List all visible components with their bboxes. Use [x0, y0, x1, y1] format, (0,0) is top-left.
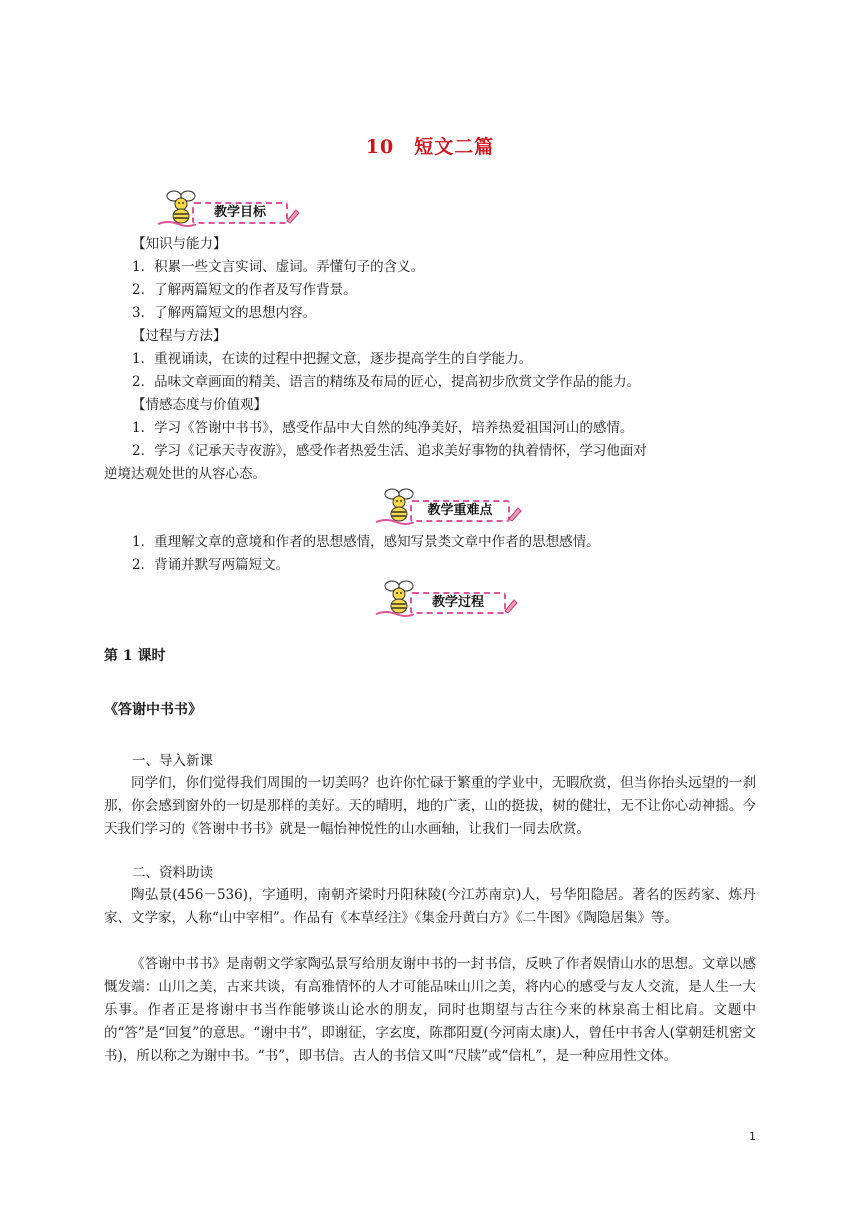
banner-plate — [192, 202, 288, 224]
banner-teaching-process — [374, 578, 524, 618]
section-1-paragraph: 同学们，你们觉得我们周围的一切美吗？也许你忙碌于繁重的学业中，无暇欣赏，但当你抬头远望的一刹那，你会感到窗外的一切是那样的美好。天的晴明，地的广袤，山的挺拔，树的健壮，无不让你心动神摇。今天我们学习的《答谢中书书》就是一幅怡神悦性的山水画轴，让我们一同去欣赏。 — [104, 775, 756, 837]
article-heading: 《答谢中书书》 — [104, 702, 202, 718]
banner-teaching-goals — [156, 188, 306, 228]
keypoint-item-2: 2．背诵并默写两篇短文。 — [132, 557, 290, 573]
banner-ribbon-icon — [374, 610, 414, 618]
document-title: 10 短文二篇 — [365, 136, 495, 158]
pencil-icon — [502, 596, 520, 614]
banner-ribbon-icon — [374, 518, 414, 526]
goals-knowledge-item-2: 2．了解两篇短文的作者及写作背景。 — [132, 282, 357, 298]
goals-knowledge-heading: 【知识与能力】 — [132, 236, 227, 252]
page-number: 1 — [749, 1130, 756, 1143]
banner-label: 教学重难点 — [427, 503, 493, 518]
banner-ribbon-icon — [156, 220, 196, 228]
goals-knowledge-item-3: 3．了解两篇短文的思想内容。 — [132, 305, 317, 321]
goals-emotion-heading: 【情感态度与价值观】 — [132, 397, 267, 413]
goals-emotion-item-2: 2．学习《记承天寺夜游》，感受作者热爱生活、追求美好事物的执着情怀，学习他面对 — [132, 443, 647, 459]
goals-emotion-item-1: 1．学习《答谢中书书》，感受作品中大自然的纯净美好，培养热爱祖国河山的感情。 — [132, 420, 634, 436]
section-2-paragraph-1: 陶弘景(456－536)，字通明，南朝齐梁时丹阳秣陵(今江苏南京)人，号华阳隐居。著名的医药家、炼丹家、文学家，人称“山中宰相”。作品有《本草经注》《集金丹黄白方》《二牛图》《陶隐居集》等。 — [104, 887, 756, 926]
section-2-heading: 二、资料助读 — [132, 865, 213, 881]
banner-label: 教学过程 — [431, 595, 484, 610]
goals-knowledge-item-1: 1．积累一些文言实词、虚词。弄懂句子的含义。 — [132, 259, 425, 275]
goals-process-heading: 【过程与方法】 — [132, 328, 227, 344]
section-1-heading: 一、导入新课 — [132, 753, 213, 769]
keypoint-item-1: 1．重理解文章的意境和作者的思想感情，感知写景类文章中作者的思想感情。 — [132, 534, 600, 550]
pencil-icon — [284, 206, 302, 224]
pencil-icon — [506, 504, 524, 522]
goals-process-item-1: 1．重视诵读，在读的过程中把握文意，逐步提高学生的自学能力。 — [132, 351, 533, 367]
lesson-heading: 第 1 课时 — [104, 648, 166, 664]
banner-plate — [410, 592, 506, 614]
goals-process-item-2: 2．品味文章画面的精美、语言的精练及布局的匠心，提高初步欣赏文学作品的能力。 — [132, 374, 641, 390]
banner-label: 教学目标 — [213, 205, 266, 220]
banner-key-points — [374, 486, 524, 526]
banner-plate — [410, 500, 510, 522]
section-2-paragraph-2: 《答谢中书书》是南朝文学家陶弘景写给朋友谢中书的一封书信，反映了作者娱情山水的思想。文章以感慨发端：山川之美，古来共谈，有高雅情怀的人才可能品味山川之美，将内心的感受与友人交流，是人生一大乐事。作者正是将谢中书当作能够谈山论水的朋友，同时也期望与古往今来的林泉高士相比肩。文题中的“答”是“回复”的意思。“谢中书”，即谢征，字玄度，陈郡阳夏(今河南太康)人，曾任中书舍人(掌朝廷机密文书)，所以称之为谢中书。“书”，即书信。古人的书信又叫“尺牍”或“信札”，是一种应用性文体。 — [104, 956, 756, 1064]
goals-emotion-item-2-cont: 逆境达观处世的从容心态。 — [104, 466, 266, 482]
